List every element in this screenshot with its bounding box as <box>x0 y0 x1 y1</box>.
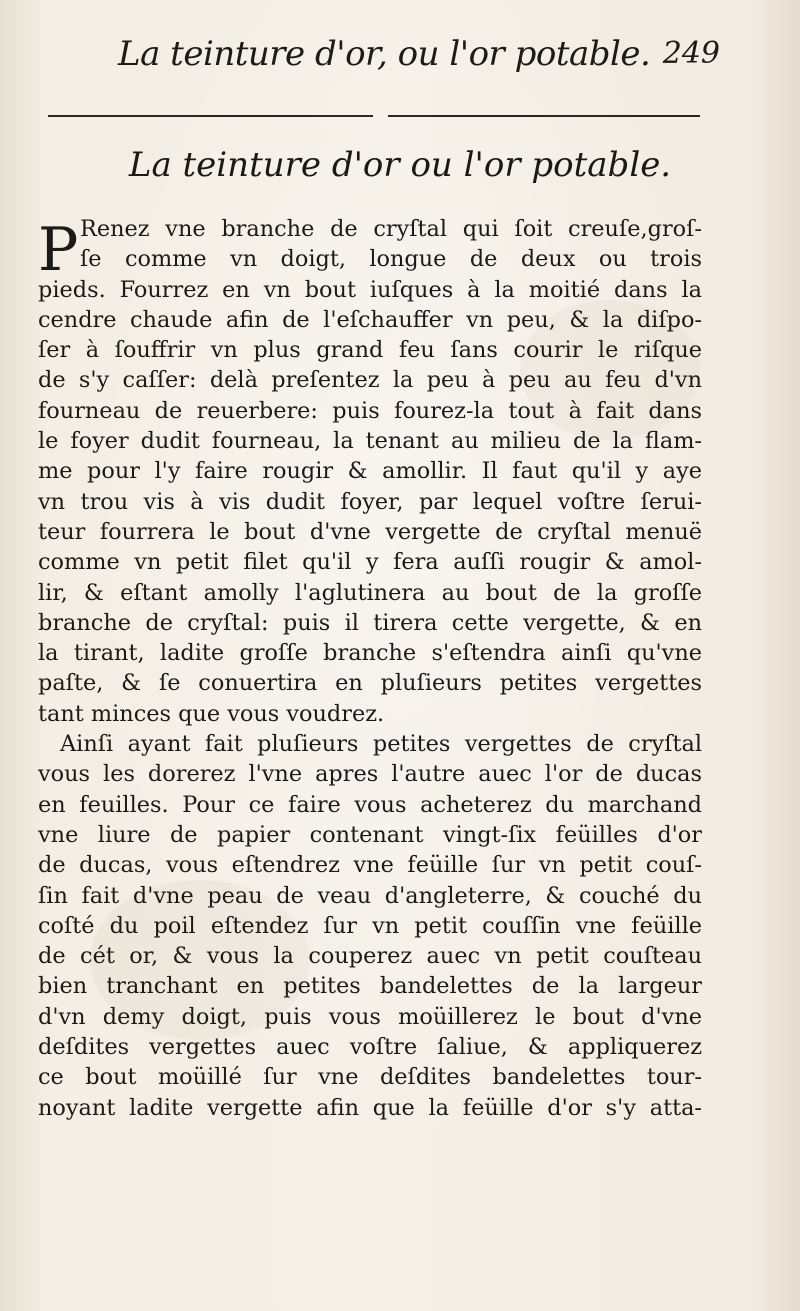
text-line: lir, & eſtant amolly l'aglutinera au bout de la groſſe <box>38 579 702 606</box>
text-line: de cét or, & vous la couperez auec vn petit couſteau <box>38 943 702 970</box>
paragraph-1 <box>38 214 702 729</box>
text-line: vne liure de papier contenant vingt-ſix feüilles d'or <box>38 821 702 848</box>
text-line: Ainſi ayant fait pluſieurs petites vergettes de cryſtal <box>60 731 702 758</box>
text-line: me pour l'y faire rougir & amollir. Il faut qu'il y aye <box>38 458 702 485</box>
text-line: ſe comme vn doigt, longue de deux ou trois <box>80 246 702 273</box>
drop-cap: P <box>38 215 79 285</box>
text-line: coſté du poil eſtendez ſur vn petit couſſin vne feüille <box>38 912 702 939</box>
text-line: noyant ladite vergette afin que la feüille d'or s'y atta- <box>38 1094 702 1121</box>
header-rule-right <box>388 115 700 117</box>
text-line: paſte, & ſe conuertira en pluſieurs petites vergettes <box>38 670 702 697</box>
header-rule <box>48 115 700 121</box>
running-head <box>118 34 718 78</box>
text-line: fourneau de reuerbere: puis fourez-la tout à fait dans <box>38 397 702 424</box>
text-line: de s'y caſſer: delà preſentez la peu à peu au feu d'vn <box>38 367 702 394</box>
text-line: tant minces que vous voudrez. <box>38 700 385 727</box>
page-number: 249 <box>662 36 720 71</box>
text-line: pieds. Fourrez en vn bout iuſques à la moitié dans la <box>38 276 702 303</box>
text-line: vous les dorerez l'vne apres l'autre auec l'or de ducas <box>38 761 702 788</box>
text-line: deſdites vergettes auec voſtre ſaliue, & appliquerez <box>38 1034 702 1061</box>
text-line: ſer à ſouffrir vn plus grand feu ſans courir le riſque <box>38 337 702 364</box>
text-line: comme vn petit filet qu'il y fera auſſi rougir & amol- <box>38 549 702 576</box>
text-line: ce bout moüillé ſur vne deſdites bandelettes tour- <box>38 1064 702 1091</box>
running-title: La teinture d'or, ou l'or potable. <box>118 34 651 74</box>
text-line: bien tranchant en petites bandelettes de la largeur <box>38 973 702 1000</box>
paragraph-2 <box>38 729 702 1123</box>
text-line: ſin fait d'vne peau de veau d'angleterre, & couché du <box>38 882 702 909</box>
text-line: vn trou vis à vis dudit foyer, par lequel voſtre ſerui- <box>38 488 702 515</box>
text-line: la tirant, ladite groſſe branche s'eſtendra ainſi qu'vne <box>38 640 702 667</box>
body-text <box>38 214 702 1123</box>
text-line: d'vn demy doigt, puis vous moüillerez le bout d'vne <box>38 1003 702 1030</box>
text-line: branche de cryſtal: puis il tirera cette vergette, & en <box>38 609 702 636</box>
text-line: cendre chaude afin de l'eſchauffer vn peu, & la diſpo- <box>38 306 702 333</box>
text-line: le foyer dudit fourneau, la tenant au milieu de la flam- <box>38 428 702 455</box>
chapter-title: La teinture d'or ou l'or potable. <box>128 145 672 185</box>
text-line: en feuilles. Pour ce faire vous acheterez du marchand <box>38 791 702 818</box>
header-rule-left <box>48 115 373 117</box>
text-line: de ducas, vous eſtendrez vne feüille ſur vn petit couſ- <box>38 852 702 879</box>
text-line: teur fourrera le bout d'vne vergette de cryſtal menuë <box>38 518 702 545</box>
text-line: Renez vne branche de cryſtal qui ſoit creuſe,groſ- <box>80 216 702 242</box>
